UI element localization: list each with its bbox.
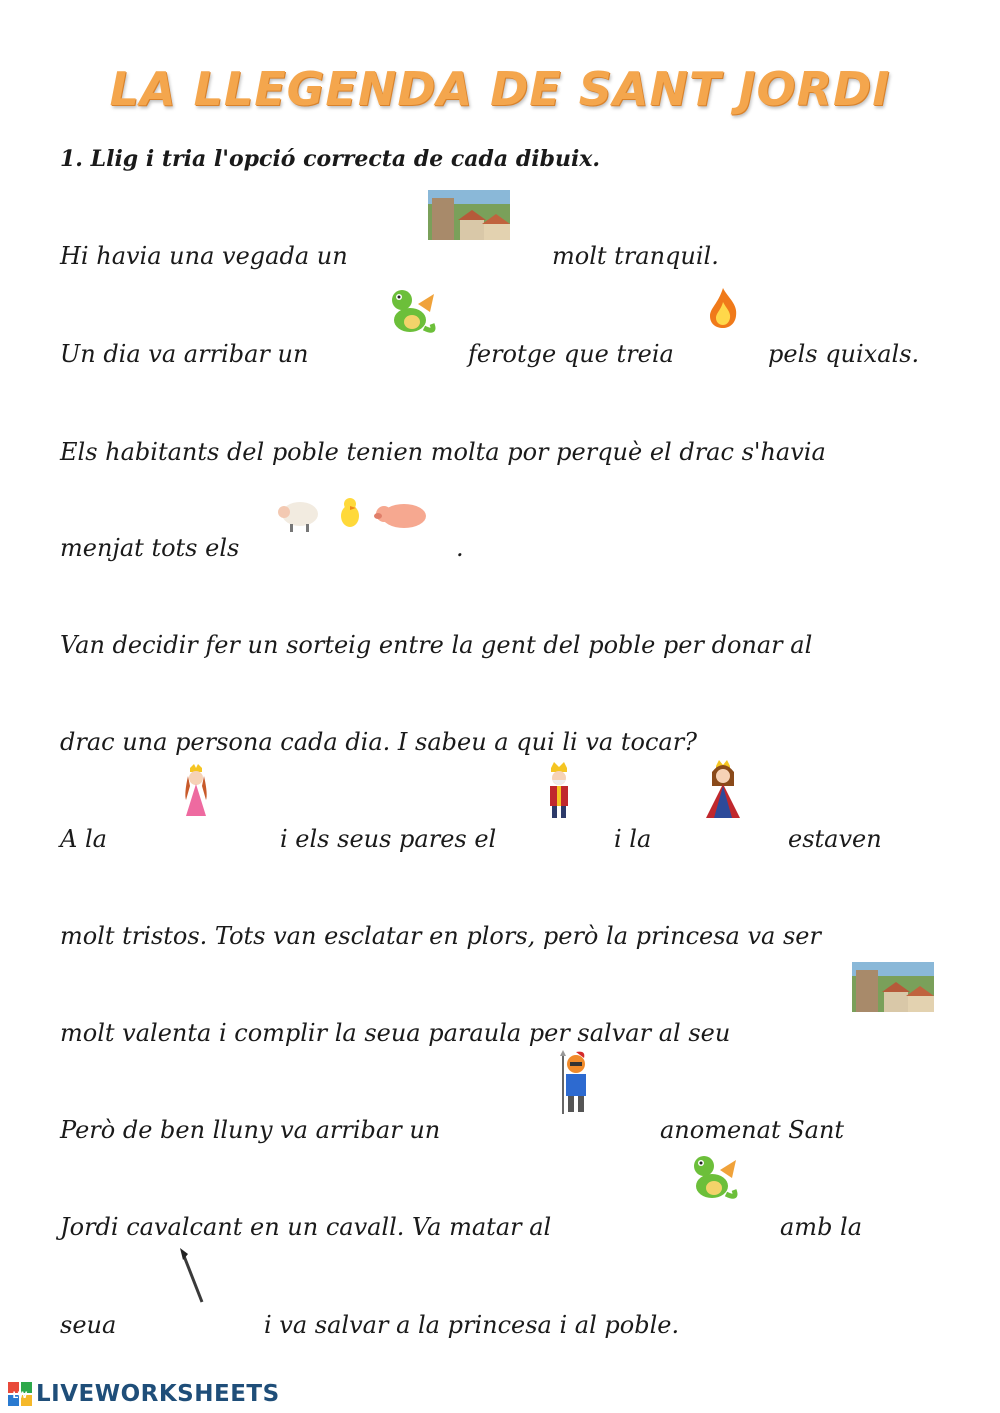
- footer-brand: [8, 1381, 280, 1407]
- knight-icon: [554, 1050, 598, 1116]
- spear-icon: [178, 1248, 208, 1304]
- line-text: Jordi cavalcant en un cavall. Va matar al: [60, 1213, 552, 1241]
- fire-icon: [704, 286, 742, 330]
- line-text: i els seus pares el: [280, 825, 497, 853]
- line-text: ferotge que treia: [468, 340, 674, 368]
- queen-icon: [702, 760, 744, 820]
- line-text: anomenat Sant: [660, 1116, 845, 1144]
- liveworksheets-logo-icon: [8, 1382, 32, 1406]
- line-text: i va salvar a la princesa i al poble.: [264, 1311, 680, 1339]
- line-text: i la: [614, 825, 652, 853]
- line-text: amb la: [780, 1213, 863, 1241]
- line-text: .: [456, 534, 464, 562]
- village-picture-icon: [428, 190, 510, 240]
- instruction: 1. Llig i tria l'opció correcta de cada dibuix.: [60, 146, 601, 172]
- farm-animals-icon: [272, 494, 434, 534]
- line-text: Els habitants del poble tenien molta por perquè el drac s'havia: [60, 438, 826, 466]
- dragon-icon: [382, 284, 438, 340]
- line-text: A la: [60, 825, 107, 853]
- line-text: seua: [60, 1311, 117, 1339]
- line-text: drac una persona cada dia. I sabeu a qui li va tocar?: [60, 728, 698, 756]
- footer-text: LIVEWORKSHEETS: [36, 1381, 280, 1407]
- line-text: Un dia va arribar un: [60, 340, 309, 368]
- line-text: molt valenta i complir la seua paraula per salvar al seu: [60, 1019, 731, 1047]
- dragon-icon: [684, 1150, 740, 1206]
- page-title: LA LLEGENDA DE SANT JORDI: [109, 62, 891, 116]
- line-text: Van decidir fer un sorteig entre la gent del poble per donar al: [60, 631, 813, 659]
- line-text: molt tristos. Tots van esclatar en plors, però la princesa va ser: [60, 922, 821, 950]
- line-text: pels quixals.: [768, 340, 920, 368]
- logo-text: LW: [12, 1391, 28, 1401]
- king-icon: [542, 762, 576, 820]
- line-text: estaven: [788, 825, 882, 853]
- line-text: menjat tots els: [60, 534, 240, 562]
- line-text: molt tranquil.: [552, 242, 719, 270]
- princess-icon: [176, 764, 216, 818]
- line-text: Hi havia una vegada un: [60, 242, 348, 270]
- village-picture-icon: [852, 962, 934, 1012]
- line-text: Però de ben lluny va arribar un: [60, 1116, 441, 1144]
